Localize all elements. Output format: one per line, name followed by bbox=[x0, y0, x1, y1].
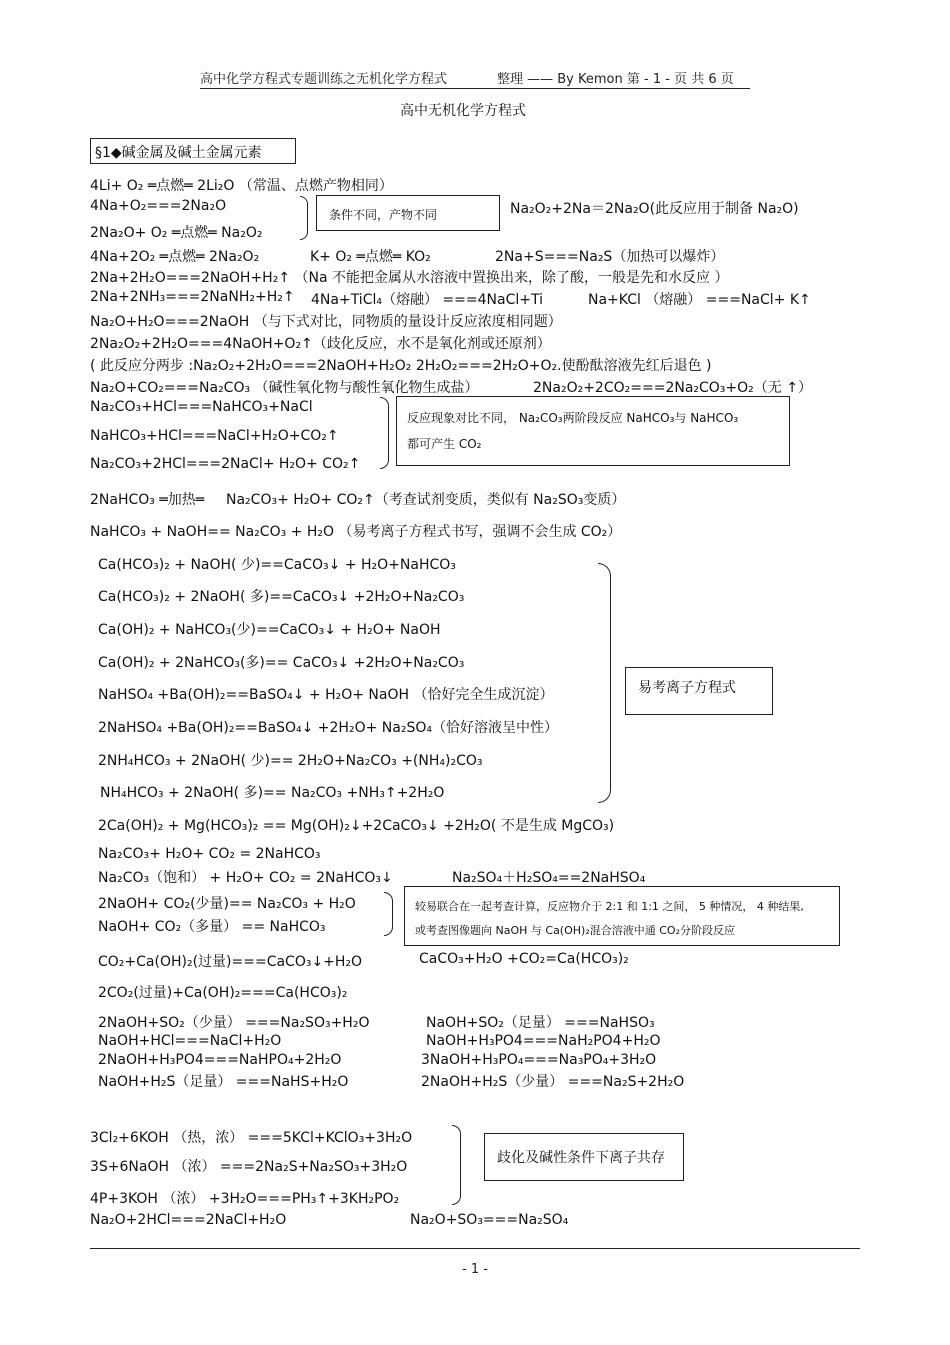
note-text: 都可产生 CO₂ bbox=[407, 437, 482, 451]
equation-line: NaOH+HCl===NaCl+H₂O bbox=[98, 1033, 282, 1049]
equation-line: CaCO₃+H₂O +CO₂=Ca(HCO₃)₂ bbox=[419, 951, 629, 967]
equation-line: 2NaOH+H₃PO4===NaHPO₄+2H₂O bbox=[98, 1052, 342, 1068]
equation-line: NaHSO₄ +Ba(OH)₂==BaSO₄↓ + H₂O+ NaOH （恰好完全生成沉淀） bbox=[98, 687, 554, 703]
note-text: 条件不同，产物不同 bbox=[329, 208, 438, 222]
note-text: 或考查图像题向 NaOH 与 Ca(OH)₂混合溶液中通 CO₂分阶段反应 bbox=[415, 924, 735, 937]
note-text: 较易联合在一起考查计算，反应物介于 2:1 和 1:1 之间， 5 种情况， 4 种结果, bbox=[415, 900, 804, 913]
brace bbox=[380, 397, 389, 469]
equation-line: K+ O₂ ═点燃═ KO₂ bbox=[310, 249, 431, 265]
brace bbox=[384, 892, 393, 936]
equation-line: 2NaHCO₃ ═加热═ bbox=[90, 492, 205, 508]
note-box bbox=[396, 396, 790, 466]
note-box bbox=[316, 195, 500, 231]
equation-line: NaOH+ CO₂（多量） == NaHCO₃ bbox=[98, 919, 326, 935]
equation-line: Na₂CO₃+ H₂O+ CO₂ = 2NaHCO₃ bbox=[98, 846, 321, 862]
equation-line: NaOH+H₃PO4===NaH₂PO4+H₂O bbox=[426, 1033, 661, 1049]
brace bbox=[300, 196, 308, 240]
equation-line: Na₂O+2HCl===2NaCl+H₂O bbox=[90, 1212, 287, 1228]
equation-line: Na₂CO₃+2HCl===2NaCl+ H₂O+ CO₂↑ bbox=[90, 456, 361, 472]
equation-line: Na+KCl （熔融） ===NaCl+ K↑ bbox=[588, 292, 811, 308]
equation-line: 4Na+2O₂ ═点燃═ 2Na₂O₂ bbox=[90, 249, 260, 265]
brace bbox=[452, 1125, 461, 1205]
page-title: 高中无机化学方程式 bbox=[400, 103, 526, 119]
page-number: - 1 - bbox=[462, 1262, 488, 1277]
header-rule bbox=[200, 88, 750, 89]
equation-line: 2Ca(OH)₂ + Mg(HCO₃)₂ == Mg(OH)₂↓+2CaCO₃↓ +2H₂O( 不是生成 MgCO₃) bbox=[98, 818, 615, 834]
equation-line: ( 此反应分两步 :Na₂O₂+2H₂O===2NaOH+H₂O₂ 2H₂O₂===2H₂O+O₂.使酚酞溶液先红后退色 ) bbox=[90, 358, 712, 374]
equation-line: 2Na₂O+ O₂ ═点燃═ Na₂O₂ bbox=[90, 225, 263, 241]
equation-line: Ca(OH)₂ + 2NaHCO₃(多)== CaCO₃↓ +2H₂O+Na₂CO₃ bbox=[98, 655, 465, 671]
note-text: 易考离子方程式 bbox=[638, 680, 736, 696]
equation-line: 2NaOH+H₂S（少量） ===Na₂S+2H₂O bbox=[421, 1074, 685, 1090]
equation-line: Na₂CO₃+HCl===NaHCO₃+NaCl bbox=[90, 399, 313, 415]
equation-line: CO₂+Ca(OH)₂(过量)===CaCO₃↓+H₂O bbox=[98, 954, 363, 970]
equation-line: 3S+6NaOH （浓） ===2Na₂S+Na₂SO₃+3H₂O bbox=[90, 1159, 408, 1175]
section-heading-box bbox=[90, 138, 296, 164]
equation-line: 2Na+S===Na₂S（加热可以爆炸） bbox=[495, 249, 725, 265]
equation-line: 4Li+ O₂ ═点燃═ 2Li₂O （常温、点燃产物相同） bbox=[90, 178, 393, 194]
equation-line: 3NaOH+H₃PO₄===Na₃PO₄+3H₂O bbox=[421, 1052, 657, 1068]
equation-line: 2Na₂O₂+2CO₂===2Na₂CO₃+O₂（无 ↑） bbox=[533, 380, 812, 396]
footer-rule bbox=[90, 1248, 860, 1249]
equation-line: 2NaOH+SO₂（少量） ===Na₂SO₃+H₂O bbox=[98, 1015, 370, 1031]
note-box bbox=[404, 886, 840, 946]
equation-line: Na₂O+SO₃===Na₂SO₄ bbox=[410, 1212, 569, 1228]
equation-line: 2NaHSO₄ +Ba(OH)₂==BaSO₄↓ +2H₂O+ Na₂SO₄（恰好溶液呈中性） bbox=[98, 720, 558, 736]
equation-line: NaOH+H₂S（足量） ===NaHS+H₂O bbox=[98, 1074, 349, 1090]
header-right: 整理 —— By Kemon 第 - 1 - 页 共 6 页 bbox=[497, 72, 734, 87]
equation-line: 2Na₂O₂+2H₂O===4NaOH+O₂↑（歧化反应，水不是氧化剂或还原剂） bbox=[90, 336, 551, 352]
header-left: 高中化学方程式专题训练之无机化学方程式 bbox=[200, 72, 448, 87]
equation-line: Na₂SO₄＋H₂SO₄==2NaHSO₄ bbox=[452, 870, 646, 886]
note-box bbox=[625, 667, 773, 715]
brace bbox=[598, 563, 611, 803]
section-heading: §1◆碱金属及碱土金属元素 bbox=[95, 145, 262, 161]
note-box bbox=[484, 1133, 684, 1181]
equation-line: 4P+3KOH （浓） +3H₂O===PH₃↑+3KH₂PO₂ bbox=[90, 1191, 400, 1207]
equation-line: NaHCO₃+HCl===NaCl+H₂O+CO₂↑ bbox=[90, 428, 339, 444]
equation-line: 2Na+2H₂O===2NaOH+H₂↑ （Na 不能把金属从水溶液中置换出来，除了酸，一般是先和水反应 ） bbox=[90, 270, 729, 286]
equation-line: Na₂CO₃（饱和） + H₂O+ CO₂ = 2NaHCO₃↓ bbox=[98, 870, 393, 886]
equation-line: 2Na+2NH₃===2NaNH₂+H₂↑ bbox=[90, 289, 295, 305]
note-text: 歧化及碱性条件下离子共存 bbox=[497, 1150, 665, 1166]
equation-line: NH₄HCO₃ + 2NaOH( 多)== Na₂CO₃ +NH₃↑+2H₂O bbox=[100, 785, 445, 801]
equation-line: 4Na+O₂===2Na₂O bbox=[90, 198, 227, 214]
equation-line: 2NH₄HCO₃ + 2NaOH( 少)== 2H₂O+Na₂CO₃ +(NH₄)₂CO₃ bbox=[98, 753, 483, 769]
equation-line: 2NaOH+ CO₂(少量)== Na₂CO₃ + H₂O bbox=[98, 896, 356, 912]
note-text: 反应现象对比不同， Na₂CO₃两阶段反应 NaHCO₃与 NaHCO₃ bbox=[407, 411, 739, 425]
equation-line: Ca(HCO₃)₂ + 2NaOH( 多)==CaCO₃↓ +2H₂O+Na₂CO₃ bbox=[98, 589, 465, 605]
equation-line: Na₂O+H₂O===2NaOH （与下式对比，同物质的量设计反应浓度相同题） bbox=[90, 314, 562, 330]
equation-line: Na₂CO₃+ H₂O+ CO₂↑（考查试剂变质，类似有 Na₂SO₃变质） bbox=[226, 492, 626, 508]
equation-line: Ca(OH)₂ + NaHCO₃(少)==CaCO₃↓ + H₂O+ NaOH bbox=[98, 622, 441, 638]
equation-line: NaOH+SO₂（足量） ===NaHSO₃ bbox=[426, 1015, 655, 1031]
equation-line: NaHCO₃ + NaOH== Na₂CO₃ + H₂O （易考离子方程式书写，强调不会生成 CO₂） bbox=[90, 524, 622, 540]
equation-line: 3Cl₂+6KOH （热，浓） ===5KCl+KClO₃+3H₂O bbox=[90, 1130, 413, 1146]
equation-line: Na₂O+CO₂===Na₂CO₃ （碱性氧化物与酸性氧化物生成盐） bbox=[90, 380, 479, 396]
equation-line: 2CO₂(过量)+Ca(OH)₂===Ca(HCO₃)₂ bbox=[98, 985, 348, 1001]
equation-line: 4Na+TiCl₄（熔融） ===4NaCl+Ti bbox=[311, 292, 543, 308]
equation-line: Ca(HCO₃)₂ + NaOH( 少)==CaCO₃↓ + H₂O+NaHCO₃ bbox=[98, 557, 456, 573]
equation-line: Na₂O₂+2Na＝2Na₂O(此反应用于制备 Na₂O) bbox=[510, 201, 799, 217]
